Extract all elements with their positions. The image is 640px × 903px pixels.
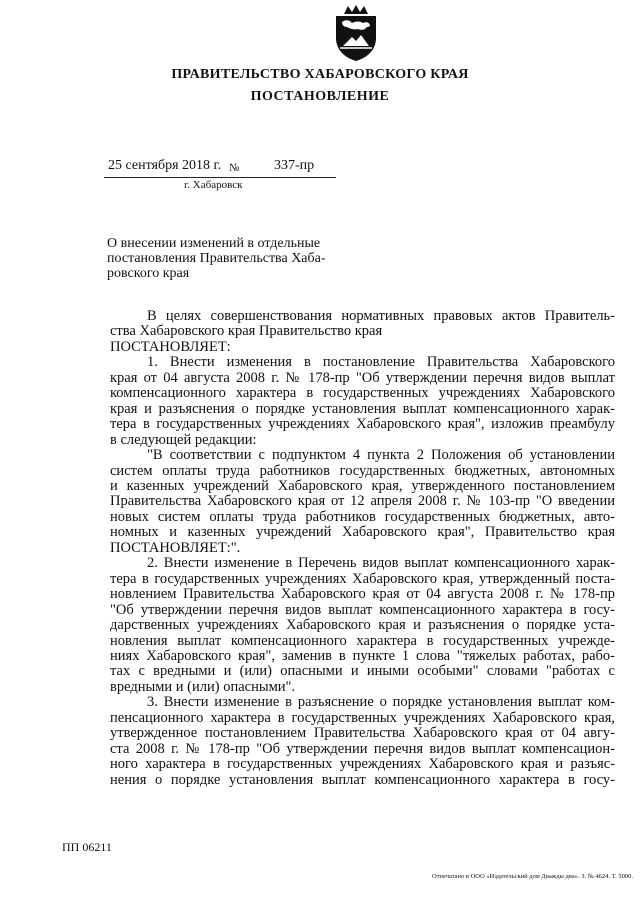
body-line: тах с вредными и (или) опасными и иными особыми" словами "работах с (110, 663, 615, 680)
body-line: тера в государственных учреждениях Хабаровского края", изложив преамбулу (110, 416, 615, 433)
body-line: ПОСТАНОВЛЯЕТ: (110, 338, 231, 355)
document-type: ПОСТАНОВЛЕНИЕ (250, 89, 390, 104)
body-line: систем оплаты труда работников государственных бюджетных, автономных (110, 462, 615, 479)
body-line: в следующей редакции: (110, 431, 257, 448)
date-underline (104, 177, 336, 178)
body-line: "В соответствии с подпунктом 4 пункта 2 Положения об установлении (147, 447, 615, 464)
body-line: ста 2008 г. № 178-пр "Об утверждении перечня видов выплат компенсацион- (110, 740, 615, 757)
body-line: новых систем оплаты труда работников государственных бюджетных, авто- (110, 508, 615, 525)
body-line: нения о порядке установления выплат компенсационного характера в госу- (110, 771, 615, 788)
body-line: 3. Внести изменение в разъяснение о порядке установления выплат ком- (147, 694, 615, 711)
body-line: Правительства Хабаровского края от 12 апреля 2008 г. № 103-пр "О введении (110, 493, 615, 510)
body-line: ного характера в государственных учреждениях Хабаровского края и разъяс- (110, 756, 615, 773)
subject-line: ровского края (107, 266, 190, 281)
body-line: новления выплат компенсационного характера в государственных учрежде- (110, 632, 615, 649)
body-line: вредными и (или) опасными". (110, 678, 296, 695)
body-line: и казенных учреждений Хабаровского края, утвержденного постановлением (110, 477, 615, 494)
body-line: номных и казенных учреждений Хабаровского края", Правительство края (110, 524, 615, 541)
document-body (110, 309, 615, 788)
document-code: ПП 06211 (62, 840, 112, 854)
coat-of-arms-emblem (330, 4, 382, 62)
government-title: ПРАВИТЕЛЬСТВО ХАБАРОВСКОГО КРАЯ (171, 67, 469, 82)
body-line: "Об утверждении перечня видов выплат компенсационного характера в госу- (110, 601, 615, 618)
document-date: 25 сентября 2018 г. (108, 158, 222, 173)
body-line: ства Хабаровского края Правительство края (110, 323, 383, 340)
body-line: края от 04 августа 2008 г. № 178-пр "Об утверждении перечня видов выплат (110, 369, 615, 386)
body-line: края и разъяснения о порядке установления выплат компенсационного харак- (110, 400, 615, 417)
body-line: 1. Внести изменения в постановление Правительства Хабаровского (147, 354, 615, 371)
printer-imprint: Отпечатано в ООО «Издательский дом Дважды два». З. № 4624. Т. 5000. (432, 873, 633, 880)
body-line: тера в государственных учреждениях Хабаровского края, утвержденный поста- (110, 570, 615, 587)
body-line: ниях Хабаровского края", заменив в пункте 1 слова "тяжелых работах, рабо- (110, 647, 615, 664)
body-line: В целях совершенствования нормативных правовых актов Правитель- (147, 308, 615, 324)
body-line: ПОСТАНОВЛЯЕТ:". (110, 539, 241, 556)
document-subject (107, 236, 347, 281)
subject-line: постановления Правительства Хаба- (107, 251, 326, 266)
city-name: г. Хабаровск (184, 179, 243, 191)
body-line: компенсационного характера в государственных учреждениях Хабаровского (110, 385, 615, 402)
body-line: пенсационного характера в государственных учреждениях Хабаровского края, (110, 709, 615, 726)
body-line: 2. Внести изменение в Перечень видов выплат компенсационного харак- (147, 555, 615, 572)
number-label: № (229, 162, 240, 174)
body-line: дарственных учреждениях Хабаровского края и разъяснения о порядке уста- (110, 617, 615, 634)
document-number: 337-пр (274, 158, 315, 173)
body-line: новлением Правительства Хабаровского края от 04 августа 2008 г. № 178-пр (110, 586, 615, 603)
subject-line: О внесении изменений в отдельные (107, 236, 321, 251)
body-line: утвержденное постановлением Правительства Хабаровского края от 04 авгу- (110, 725, 615, 742)
